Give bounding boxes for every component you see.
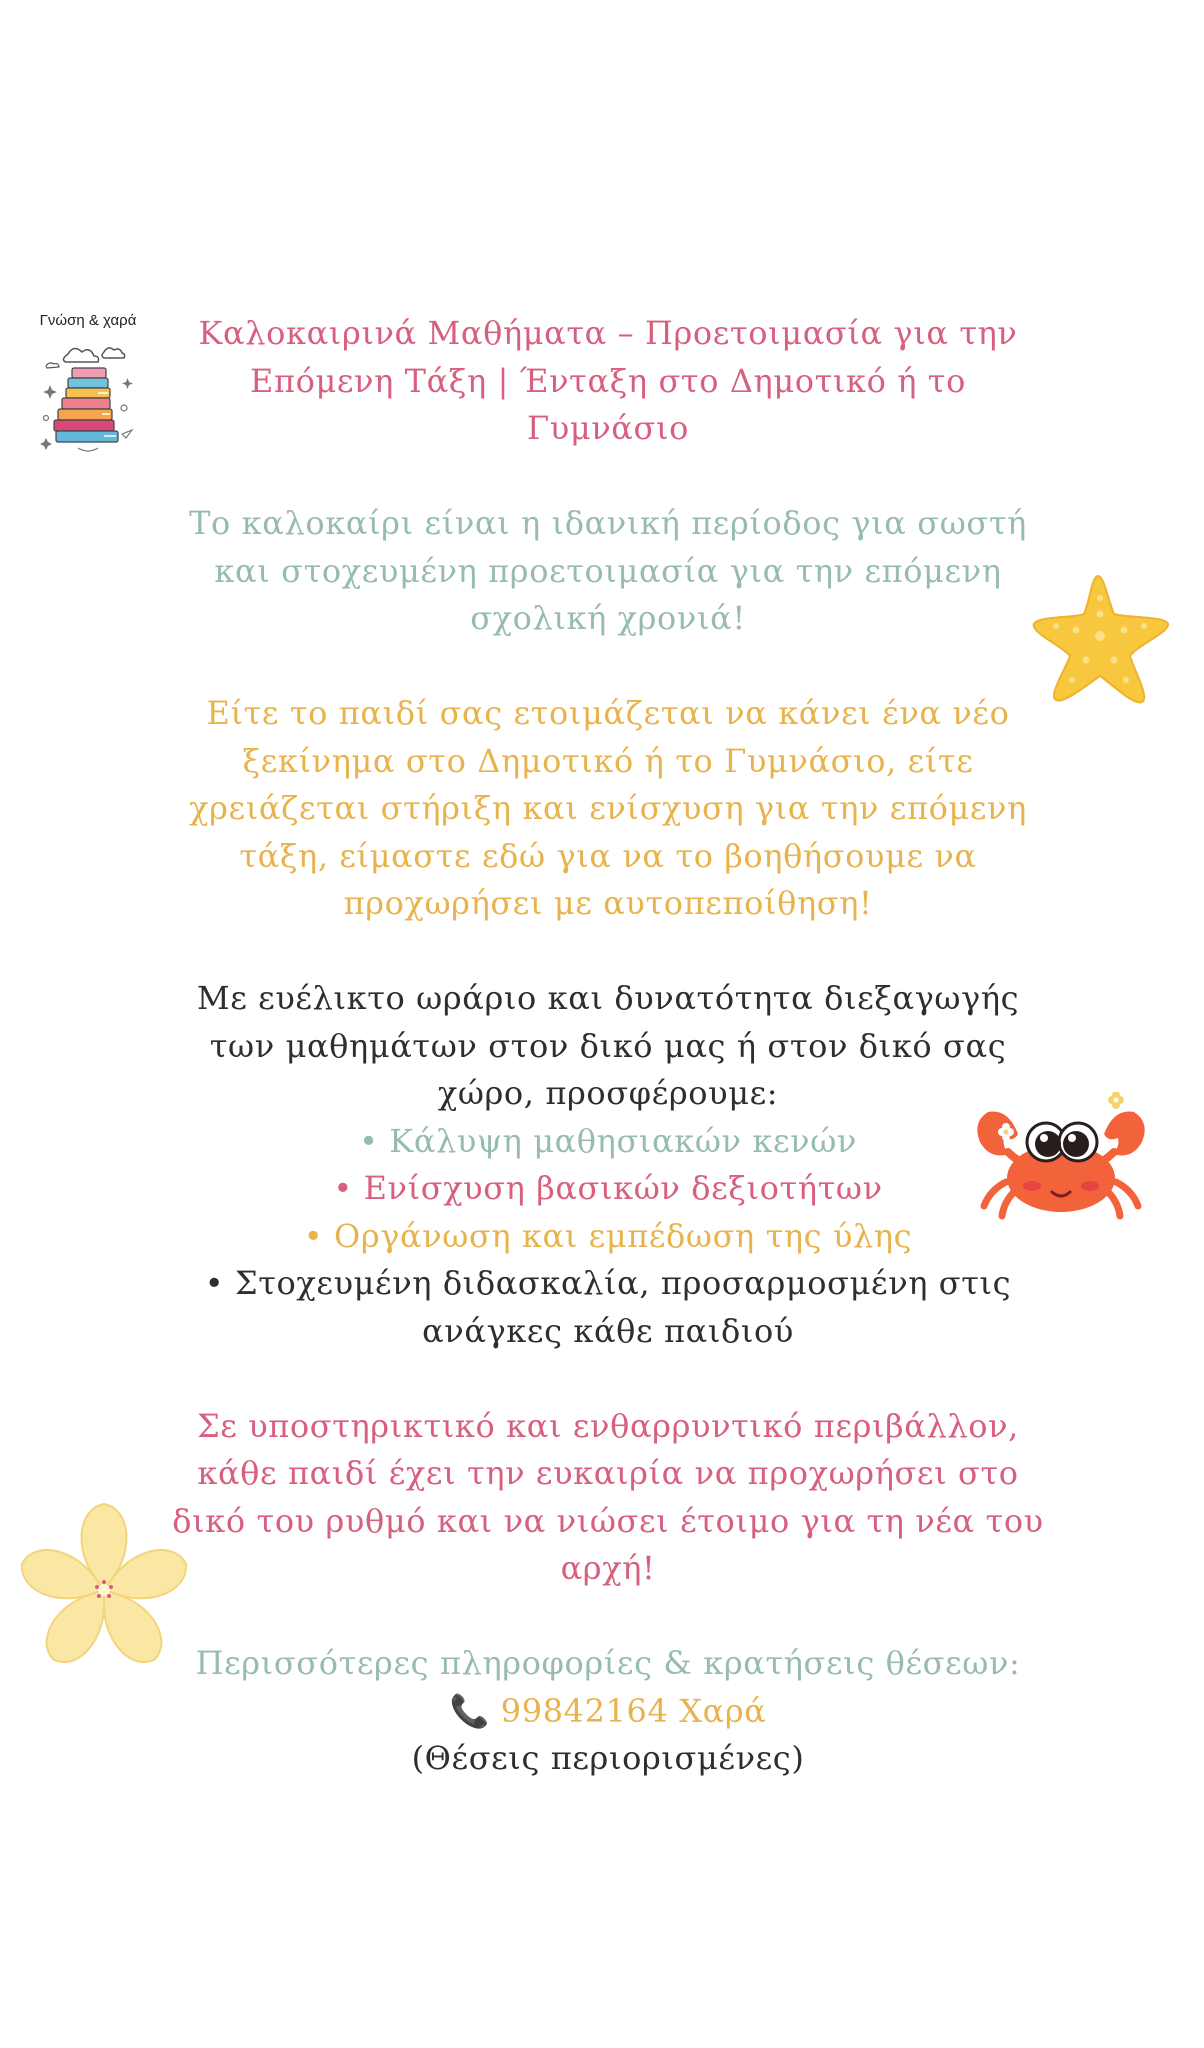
contact-phone-line [168,1688,1048,1736]
bullet-item: • Οργάνωση και εμπέδωση της ύλης [303,1216,913,1255]
intro-paragraph: Το καλοκαίρι είναι η ιδανική περίοδος για σωστή και στοχευμένη προετοιμασία για την επόμενη σχολική χρονιά! [189,504,1027,637]
logo-text: Γνώση & χαρά [39,312,137,329]
crab-icon [966,1092,1156,1222]
contact-heading: Περισσότερες πληροφορίες & κρατήσεις θέσεων: [195,1644,1021,1682]
starfish-icon [1026,570,1176,710]
flower-icon [14,1500,194,1680]
environment-paragraph: Σε υποστηρικτικό και ενθαρρυντικό περιβάλλον, κάθε παιδί έχει την ευκαιρία να προχωρήσει στο δικό του ρυθμό και να νιώσει έτοιμο για τη νέα του αρχή! [172,1406,1044,1587]
bullet-item: • Ενίσχυση βασικών δεξιοτήτων [333,1169,883,1207]
phone-icon: 📞 [449,1691,490,1730]
schedule-paragraph: Με ευέλικτο ωράριο και δυνατότητα διεξαγωγής των μαθημάτων στον δικό μας ή στον δικό σας χώρο, προσφέρουμε: [196,979,1020,1112]
stacked-books-icon [38,338,138,458]
flyer-content [168,310,1048,1783]
availability-note: (Θέσεις περιορισμένες) [411,1739,805,1777]
page-title: Καλοκαιρινά Μαθήματα – Προετοιμασία για την Επόμενη Τάξη | Ένταξη στο Δημοτικό ή το Γυμνάσιο [198,314,1018,447]
contact-phone[interactable]: 99842164 Χαρά [500,1691,767,1730]
bullet-item: • Στοχευμένη διδασκαλία, προσαρμοσμένη στις ανάγκες κάθε παιδιού [204,1264,1012,1350]
logo [28,312,148,462]
bullet-item: • Κάλυψη μαθησιακών κενών [359,1121,857,1160]
support-paragraph: Είτε το παιδί σας ετοιμάζεται να κάνει ένα νέο ξεκίνημα στο Δημοτικό ή το Γυμνάσιο, είτε χρειάζεται στήριξη και ενίσχυση για την επόμενη τάξη, είμαστε εδώ για να το βοηθήσουμε να προχωρήσει με αυτοπεποίθηση! [189,694,1027,922]
